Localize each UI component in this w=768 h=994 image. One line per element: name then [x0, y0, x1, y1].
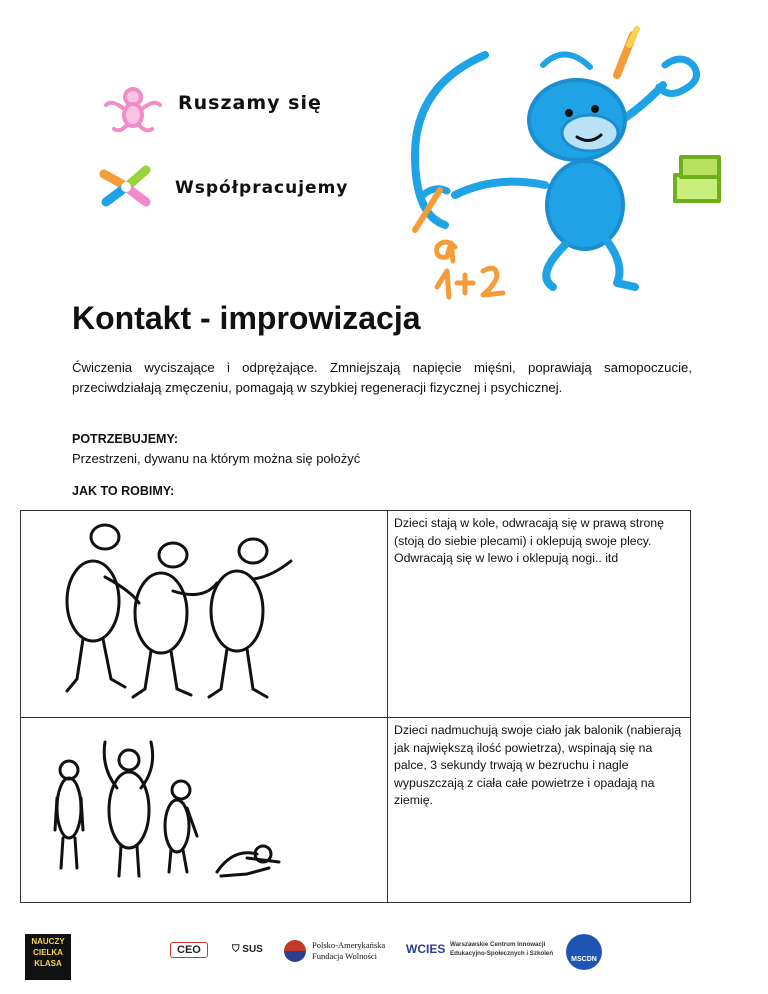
logo-nauczycielka: NAUCZY CIELKA KLASA: [25, 934, 71, 980]
logo-mscdn: MSCDN: [566, 934, 602, 970]
stick-figures-balloon: [21, 718, 387, 902]
illustration-cell: [21, 511, 388, 718]
monkey-icon: [100, 85, 166, 135]
needs-label: POTRZEBUJEMY:: [72, 432, 179, 446]
flag-icon: [284, 940, 306, 962]
steps-table: [20, 510, 691, 903]
hands-icon: [98, 160, 154, 212]
logo-ceo: CEO: [170, 942, 208, 958]
needs-text: Przestrzeni, dywanu na którym można się położyć: [72, 451, 361, 466]
footer-logos: NAUCZY CIELKA KLASA CEO ⛉ SUS Polsko-Amerykańska Fundacja Wolności WCIES Warszawskie Centrum Innowacji Edukacyjno-Społecznych i Szkoleń MSCDN: [0, 930, 768, 990]
tagline-ruszamy: Ruszamy się: [178, 92, 322, 114]
table-row: [21, 718, 691, 903]
logo-wcies-text: Warszawskie Centrum Innowacji Edukacyjno-Społecznych i Szkoleń: [450, 941, 554, 957]
logo-wcies: WCIES: [406, 942, 446, 956]
intro-paragraph: Ćwiczenia wyciszające i odprężające. Zmniejszają napięcie mięśni, poprawiają samopoczucie, przeciwdziałają zmęczeniu, pomagają w szybkiej regeneracji fizycznej i psychicznej.: [72, 360, 692, 395]
monkey-drawing: [385, 25, 745, 300]
table-row: [21, 511, 691, 718]
page-title: Kontakt - improwizacja: [72, 300, 421, 336]
shield-icon: ⛉: [232, 944, 240, 955]
illustration-cell: [21, 718, 388, 903]
step-2-text: Dzieci nadmuchują swoje ciało jak balonik (nabierają jak największą ilość powietrza), wspinają się na palce, 3 sekundy trwają w bezruchu i nagle wypuszczają z ciała całe powietrze i opadają na ziemię.: [388, 718, 691, 903]
how-label: JAK TO ROBIMY:: [72, 484, 175, 498]
stick-figures-back-patting: [21, 511, 387, 717]
logo-sus: ⛉ SUS: [232, 944, 263, 955]
step-1-text: Dzieci stają w kole, odwracają się w prawą stronę (stoją do siebie plecami) i oklepują swoje plecy. Odwracają się w lewo i oklepują nogi.. itd: [388, 511, 691, 718]
tagline-wspolpracujemy: Współpracujemy: [175, 178, 349, 198]
